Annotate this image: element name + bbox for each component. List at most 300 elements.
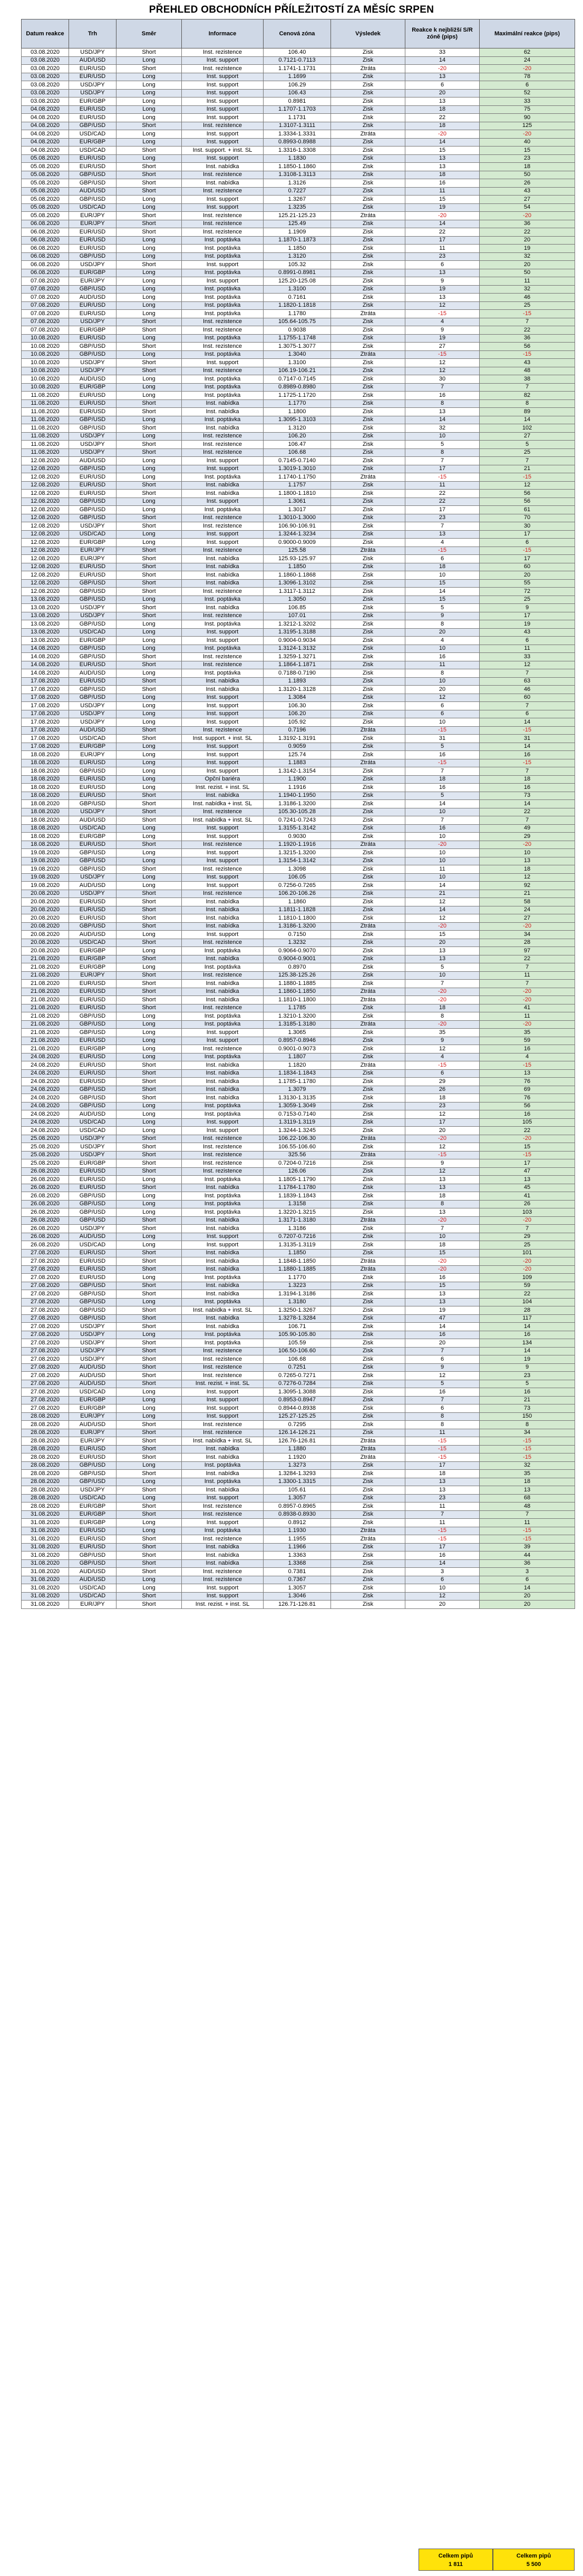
- cell-price-zone: 1.1860: [264, 898, 331, 906]
- table-row: [22, 1510, 575, 1519]
- table-row: [22, 873, 575, 882]
- cell-result: Zisk: [331, 710, 405, 718]
- table-row: [22, 1069, 575, 1078]
- table-row: [22, 375, 575, 384]
- table-row: [22, 1135, 575, 1143]
- cell-direction: Short: [116, 1339, 182, 1348]
- cell-price-zone: 105.32: [264, 261, 331, 269]
- cell-result: Zisk: [331, 1519, 405, 1527]
- cell-date: 06.08.2020: [22, 252, 69, 261]
- cell-nearest-reaction: -20: [405, 65, 480, 73]
- table-row: [22, 1527, 575, 1535]
- table-row: [22, 1372, 575, 1380]
- cell-information: Inst. support: [182, 759, 264, 767]
- cell-price-zone: 1.3135-1.3119: [264, 1241, 331, 1250]
- cell-max-reaction: 92: [480, 882, 575, 890]
- table-row: [22, 1265, 575, 1274]
- cell-price-zone: 1.1785-1.1780: [264, 1078, 331, 1086]
- table-row: [22, 1167, 575, 1176]
- table-row: [22, 816, 575, 825]
- cell-result: Zisk: [331, 1192, 405, 1201]
- cell-direction: Long: [116, 1102, 182, 1110]
- cell-nearest-reaction: 4: [405, 637, 480, 645]
- cell-information: Inst. nabídka: [182, 914, 264, 923]
- cell-information: Inst. nabídka: [182, 490, 264, 498]
- cell-direction: Short: [116, 490, 182, 498]
- cell-information: Inst. rezistence: [182, 448, 264, 457]
- cell-max-reaction: 48: [480, 1502, 575, 1511]
- cell-price-zone: 106.30: [264, 702, 331, 710]
- table-row: [22, 735, 575, 743]
- cell-direction: Long: [116, 1584, 182, 1593]
- table-row: [22, 849, 575, 857]
- table-row: [22, 1045, 575, 1053]
- table-row: [22, 800, 575, 808]
- table-row: [22, 1143, 575, 1152]
- cell-result: Zisk: [331, 441, 405, 449]
- cell-max-reaction: 34: [480, 931, 575, 939]
- cell-information: Inst. nabídka: [182, 163, 264, 171]
- cell-price-zone: 0.7145-0.7140: [264, 457, 331, 465]
- table-row: [22, 931, 575, 939]
- cell-result: Zisk: [331, 1045, 405, 1053]
- cell-information: Inst. support: [182, 767, 264, 776]
- table-row: [22, 530, 575, 539]
- cell-direction: Long: [116, 294, 182, 302]
- cell-max-reaction: 19: [480, 1355, 575, 1364]
- cell-market: USD/JPY: [69, 318, 116, 326]
- table-row: [22, 1225, 575, 1233]
- cell-date: 21.08.2020: [22, 1037, 69, 1045]
- table-row: [22, 588, 575, 596]
- cell-market: EUR/USD: [69, 1069, 116, 1078]
- cell-nearest-reaction: -15: [405, 1453, 480, 1462]
- table-row: [22, 1282, 575, 1290]
- cell-information: Inst. rezistence: [182, 726, 264, 735]
- cell-direction: Short: [116, 424, 182, 433]
- cell-max-reaction: 90: [480, 114, 575, 122]
- cell-information: Inst. support: [182, 718, 264, 727]
- cell-result: Zisk: [331, 898, 405, 906]
- cell-result: Zisk: [331, 269, 405, 277]
- cell-market: GBP/USD: [69, 1552, 116, 1560]
- cell-direction: Short: [116, 1486, 182, 1495]
- cell-max-reaction: 20: [480, 236, 575, 245]
- cell-information: Inst. rezistence: [182, 220, 264, 228]
- cell-date: 24.08.2020: [22, 1102, 69, 1110]
- cell-max-reaction: 11: [480, 1012, 575, 1021]
- cell-direction: Long: [116, 775, 182, 784]
- cell-date: 24.08.2020: [22, 1061, 69, 1070]
- cell-nearest-reaction: 18: [405, 563, 480, 571]
- cell-price-zone: 105.59: [264, 1339, 331, 1348]
- cell-max-reaction: 7: [480, 816, 575, 825]
- cell-market: USD/JPY: [69, 1143, 116, 1152]
- cell-date: 18.08.2020: [22, 784, 69, 792]
- cell-information: Inst. rezistence: [182, 841, 264, 849]
- cell-max-reaction: 9: [480, 604, 575, 612]
- cell-direction: Short: [116, 808, 182, 816]
- cell-max-reaction: 26: [480, 179, 575, 188]
- cell-date: 18.08.2020: [22, 767, 69, 776]
- cell-market: EUR/USD: [69, 988, 116, 996]
- cell-direction: Short: [116, 735, 182, 743]
- cell-result: Ztráta: [331, 1527, 405, 1535]
- cell-direction: Short: [116, 1355, 182, 1364]
- cell-max-reaction: 32: [480, 1461, 575, 1470]
- cell-date: 21.08.2020: [22, 963, 69, 972]
- cell-price-zone: 106.68: [264, 1355, 331, 1364]
- cell-date: 17.08.2020: [22, 677, 69, 686]
- table-row: [22, 350, 575, 359]
- cell-result: Zisk: [331, 637, 405, 645]
- cell-result: Zisk: [331, 816, 405, 825]
- cell-price-zone: 106.47: [264, 441, 331, 449]
- cell-direction: Long: [116, 628, 182, 637]
- cell-max-reaction: 31: [480, 735, 575, 743]
- cell-market: USD/CAD: [69, 1118, 116, 1127]
- cell-market: EUR/JPY: [69, 555, 116, 563]
- cell-information: Inst. rezistence: [182, 1372, 264, 1380]
- cell-price-zone: 1.3050: [264, 596, 331, 604]
- cell-result: Zisk: [331, 1388, 405, 1397]
- table-row: [22, 343, 575, 351]
- cell-market: EUR/USD: [69, 105, 116, 114]
- cell-information: Inst. support: [182, 359, 264, 367]
- cell-date: 11.08.2020: [22, 399, 69, 408]
- cell-date: 10.08.2020: [22, 343, 69, 351]
- cell-direction: Long: [116, 1478, 182, 1486]
- cell-max-reaction: 17: [480, 612, 575, 620]
- cell-market: EUR/USD: [69, 334, 116, 343]
- cell-market: EUR/USD: [69, 1061, 116, 1070]
- cell-result: Zisk: [331, 163, 405, 171]
- cell-nearest-reaction: 5: [405, 1380, 480, 1388]
- cell-market: EUR/USD: [69, 775, 116, 784]
- cell-date: 21.08.2020: [22, 996, 69, 1004]
- cell-max-reaction: 7: [480, 318, 575, 326]
- table-row: [22, 1421, 575, 1429]
- table-row: [22, 294, 575, 302]
- cell-max-reaction: 43: [480, 359, 575, 367]
- cell-market: USD/CAD: [69, 1127, 116, 1135]
- cell-information: Inst. poptávka: [182, 269, 264, 277]
- cell-max-reaction: 34: [480, 1429, 575, 1437]
- cell-direction: Long: [116, 1176, 182, 1184]
- table-row: [22, 1543, 575, 1552]
- cell-date: 31.08.2020: [22, 1510, 69, 1519]
- cell-market: EUR/GBP: [69, 326, 116, 335]
- cell-price-zone: 106.50-106.60: [264, 1347, 331, 1355]
- cell-date: 05.08.2020: [22, 179, 69, 188]
- cell-max-reaction: -20: [480, 212, 575, 220]
- cell-price-zone: 1.3120: [264, 252, 331, 261]
- cell-information: Inst. nabídka: [182, 1453, 264, 1462]
- cell-max-reaction: 36: [480, 334, 575, 343]
- cell-result: Zisk: [331, 56, 405, 65]
- cell-date: 17.08.2020: [22, 710, 69, 718]
- cell-price-zone: 1.1850: [264, 1249, 331, 1257]
- cell-information: Inst. poptávka: [182, 1110, 264, 1119]
- cell-nearest-reaction: -15: [405, 1445, 480, 1453]
- table-row: [22, 963, 575, 972]
- cell-direction: Long: [116, 1388, 182, 1397]
- cell-direction: Long: [116, 637, 182, 645]
- cell-information: Inst. poptávka: [182, 1298, 264, 1306]
- cell-market: EUR/USD: [69, 1543, 116, 1552]
- cell-price-zone: 0.9059: [264, 743, 331, 751]
- table-row: [22, 408, 575, 416]
- cell-date: 03.08.2020: [22, 48, 69, 57]
- cell-market: USD/JPY: [69, 890, 116, 898]
- cell-information: Inst. nabídka: [182, 1282, 264, 1290]
- table-row: [22, 497, 575, 506]
- cell-date: 28.08.2020: [22, 1453, 69, 1462]
- cell-max-reaction: 49: [480, 824, 575, 833]
- cell-max-reaction: 40: [480, 138, 575, 147]
- cell-price-zone: 1.1785: [264, 1004, 331, 1012]
- cell-nearest-reaction: 23: [405, 1102, 480, 1110]
- cell-nearest-reaction: 8: [405, 669, 480, 678]
- cell-market: USD/CAD: [69, 628, 116, 637]
- cell-information: Inst. support: [182, 1519, 264, 1527]
- cell-max-reaction: 104: [480, 1298, 575, 1306]
- cell-price-zone: 1.3075-1.3077: [264, 343, 331, 351]
- cell-market: EUR/USD: [69, 301, 116, 310]
- cell-nearest-reaction: 12: [405, 301, 480, 310]
- cell-price-zone: 1.3259-1.3271: [264, 653, 331, 661]
- cell-market: USD/JPY: [69, 873, 116, 882]
- table-row: [22, 677, 575, 686]
- cell-result: Zisk: [331, 914, 405, 923]
- cell-result: Zisk: [331, 1241, 405, 1250]
- cell-max-reaction: 43: [480, 187, 575, 196]
- table-row: [22, 555, 575, 563]
- cell-date: 12.08.2020: [22, 514, 69, 522]
- cell-information: Inst. nabídka: [182, 1559, 264, 1568]
- cell-max-reaction: 45: [480, 1184, 575, 1192]
- cell-price-zone: 1.3158: [264, 1200, 331, 1208]
- cell-nearest-reaction: 23: [405, 252, 480, 261]
- cell-information: Inst. rezistence: [182, 1159, 264, 1168]
- cell-price-zone: 1.1864-1.1871: [264, 661, 331, 669]
- cell-price-zone: 1.3186-1.3200: [264, 922, 331, 931]
- cell-result: Zisk: [331, 784, 405, 792]
- table-row: [22, 743, 575, 751]
- cell-market: EUR/GBP: [69, 1519, 116, 1527]
- cell-price-zone: 1.3368: [264, 1559, 331, 1568]
- cell-result: Zisk: [331, 824, 405, 833]
- cell-max-reaction: -20: [480, 988, 575, 996]
- cell-date: 21.08.2020: [22, 971, 69, 980]
- cell-date: 11.08.2020: [22, 441, 69, 449]
- table-row: [22, 898, 575, 906]
- cell-max-reaction: 14: [480, 800, 575, 808]
- cell-market: EUR/GBP: [69, 833, 116, 841]
- cell-result: Zisk: [331, 236, 405, 245]
- table-row: [22, 571, 575, 580]
- cell-max-reaction: 12: [480, 481, 575, 490]
- cell-nearest-reaction: 23: [405, 1494, 480, 1502]
- cell-result: Zisk: [331, 686, 405, 694]
- cell-price-zone: 126.14-126.21: [264, 1429, 331, 1437]
- cell-date: 27.08.2020: [22, 1306, 69, 1315]
- cell-direction: Long: [116, 73, 182, 81]
- cell-max-reaction: 20: [480, 571, 575, 580]
- cell-nearest-reaction: 13: [405, 1176, 480, 1184]
- table-row: [22, 579, 575, 588]
- table-row: [22, 122, 575, 130]
- cell-market: EUR/JPY: [69, 1429, 116, 1437]
- cell-max-reaction: 61: [480, 506, 575, 514]
- cell-max-reaction: 7: [480, 963, 575, 972]
- cell-result: Zisk: [331, 416, 405, 424]
- cell-result: Zisk: [331, 367, 405, 375]
- table-row: [22, 922, 575, 931]
- cell-date: 27.08.2020: [22, 1347, 69, 1355]
- cell-information: Inst. poptávka: [182, 645, 264, 653]
- table-row: [22, 1396, 575, 1404]
- cell-price-zone: 1.3186-1.3200: [264, 800, 331, 808]
- cell-nearest-reaction: -20: [405, 1257, 480, 1266]
- cell-result: Zisk: [331, 285, 405, 294]
- cell-result: Zisk: [331, 882, 405, 890]
- cell-price-zone: 1.3235: [264, 203, 331, 212]
- cell-nearest-reaction: 13: [405, 1478, 480, 1486]
- cell-date: 21.08.2020: [22, 1012, 69, 1021]
- cell-direction: Long: [116, 1494, 182, 1502]
- cell-result: Zisk: [331, 661, 405, 669]
- cell-price-zone: 1.1731: [264, 114, 331, 122]
- cell-direction: Short: [116, 898, 182, 906]
- table-row: [22, 1159, 575, 1168]
- cell-information: Inst. rezistence: [182, 48, 264, 57]
- cell-direction: Long: [116, 710, 182, 718]
- cell-result: Zisk: [331, 857, 405, 865]
- cell-result: Zisk: [331, 1069, 405, 1078]
- cell-result: Zisk: [331, 1429, 405, 1437]
- cell-price-zone: 1.3096-1.3102: [264, 579, 331, 588]
- table-row: [22, 334, 575, 343]
- cell-date: 18.08.2020: [22, 792, 69, 800]
- cell-nearest-reaction: -15: [405, 1527, 480, 1535]
- cell-direction: Short: [116, 1437, 182, 1446]
- cell-price-zone: 1.3120: [264, 424, 331, 433]
- cell-max-reaction: -20: [480, 1257, 575, 1266]
- cell-price-zone: 1.3232: [264, 939, 331, 947]
- cell-price-zone: 1.3100: [264, 359, 331, 367]
- cell-max-reaction: 25: [480, 596, 575, 604]
- cell-information: Inst. support: [182, 497, 264, 506]
- cell-direction: Long: [116, 1037, 182, 1045]
- cell-information: Inst. poptávka: [182, 1461, 264, 1470]
- cell-market: EUR/USD: [69, 980, 116, 988]
- cell-result: Zisk: [331, 1502, 405, 1511]
- cell-max-reaction: 7: [480, 767, 575, 776]
- cell-information: Inst. rezistence: [182, 890, 264, 898]
- table-row: [22, 473, 575, 482]
- cell-nearest-reaction: 26: [405, 1086, 480, 1094]
- table-row: [22, 1568, 575, 1576]
- cell-information: Inst. poptávka: [182, 1339, 264, 1348]
- cell-market: USD/JPY: [69, 448, 116, 457]
- cell-max-reaction: -15: [480, 310, 575, 318]
- total-max-label: Celkem pipů: [516, 2553, 551, 2559]
- table-row: [22, 236, 575, 245]
- table-row: [22, 1257, 575, 1266]
- cell-result: Zisk: [331, 1184, 405, 1192]
- cell-price-zone: 1.1870-1.1873: [264, 236, 331, 245]
- cell-result: Zisk: [331, 375, 405, 384]
- cell-result: Zisk: [331, 955, 405, 963]
- cell-direction: Short: [116, 448, 182, 457]
- header-date: Datum reakce: [22, 19, 69, 48]
- cell-price-zone: 106.20: [264, 710, 331, 718]
- cell-direction: Short: [116, 187, 182, 196]
- cell-information: Inst. rezistence: [182, 1004, 264, 1012]
- cell-market: GBP/USD: [69, 653, 116, 661]
- cell-price-zone: 1.3180: [264, 1298, 331, 1306]
- cell-price-zone: 325.56: [264, 1151, 331, 1159]
- cell-market: USD/JPY: [69, 1355, 116, 1364]
- cell-nearest-reaction: 5: [405, 963, 480, 972]
- cell-direction: Long: [116, 1233, 182, 1241]
- cell-result: Zisk: [331, 865, 405, 874]
- cell-date: 07.08.2020: [22, 301, 69, 310]
- cell-result: Zisk: [331, 171, 405, 179]
- cell-max-reaction: 7: [480, 383, 575, 392]
- table-row: [22, 457, 575, 465]
- cell-direction: Long: [116, 1241, 182, 1250]
- cell-nearest-reaction: 13: [405, 269, 480, 277]
- cell-information: Inst. support: [182, 1118, 264, 1127]
- header-information: Informace: [182, 19, 264, 48]
- cell-date: 20.08.2020: [22, 931, 69, 939]
- cell-market: GBP/USD: [69, 514, 116, 522]
- cell-result: Zisk: [331, 318, 405, 326]
- cell-direction: Short: [116, 48, 182, 57]
- cell-nearest-reaction: -20: [405, 1265, 480, 1274]
- cell-nearest-reaction: 29: [405, 1078, 480, 1086]
- cell-nearest-reaction: -20: [405, 841, 480, 849]
- cell-information: Inst. nabídka: [182, 1061, 264, 1070]
- cell-date: 27.08.2020: [22, 1257, 69, 1266]
- total-nearest-value: 1 811: [449, 2561, 463, 2568]
- cell-max-reaction: 20: [480, 261, 575, 269]
- cell-direction: Short: [116, 1094, 182, 1102]
- cell-nearest-reaction: 11: [405, 245, 480, 253]
- cell-information: Inst. nabídka: [182, 424, 264, 433]
- cell-max-reaction: 10: [480, 849, 575, 857]
- cell-nearest-reaction: 6: [405, 710, 480, 718]
- cell-max-reaction: 28: [480, 1306, 575, 1315]
- cell-direction: Long: [116, 465, 182, 473]
- cell-information: Inst. poptávka: [182, 350, 264, 359]
- table-row: [22, 514, 575, 522]
- cell-price-zone: 1.3059-1.3049: [264, 1102, 331, 1110]
- cell-result: Ztráta: [331, 1135, 405, 1143]
- cell-result: Zisk: [331, 775, 405, 784]
- cell-nearest-reaction: 16: [405, 751, 480, 759]
- cell-date: 18.08.2020: [22, 816, 69, 825]
- total-max-pips: [493, 2549, 575, 2571]
- cell-date: 12.08.2020: [22, 457, 69, 465]
- cell-price-zone: 125.74: [264, 751, 331, 759]
- cell-nearest-reaction: 16: [405, 1331, 480, 1339]
- cell-result: Zisk: [331, 261, 405, 269]
- cell-result: Zisk: [331, 220, 405, 228]
- cell-information: Inst. nabídka: [182, 179, 264, 188]
